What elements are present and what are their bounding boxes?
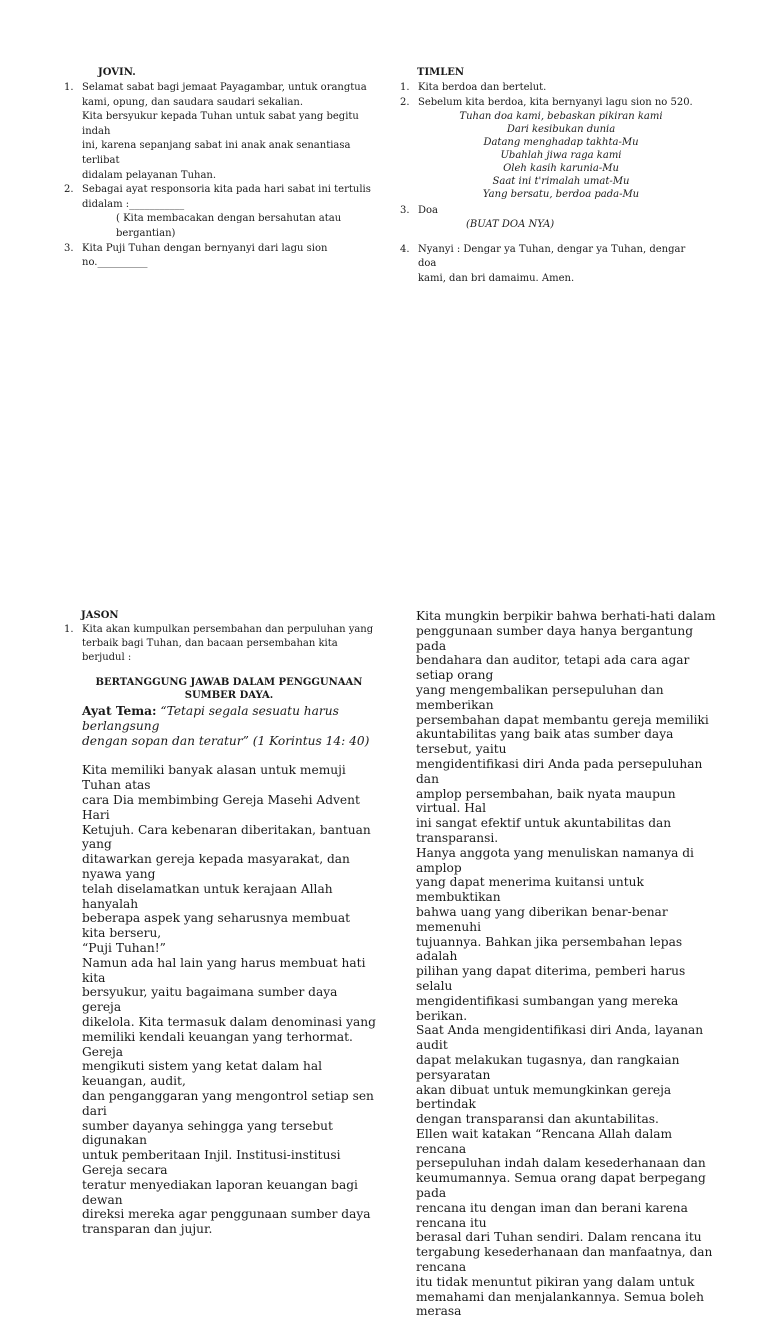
ayat-label: Ayat Tema: <box>82 704 157 718</box>
list-item <box>64 183 374 241</box>
text-line: yang mengembalikan persepuluhan dan memberikan <box>416 682 664 712</box>
item-number: 1. <box>64 82 74 93</box>
text-line: akan dibuat untuk memungkinkan gereja bertindak <box>416 1082 672 1112</box>
text-line: no.__________ <box>82 257 148 269</box>
list-item <box>64 242 374 271</box>
lyric-line: Yang bersatu, berdoa pada-Mu <box>482 188 640 200</box>
jovin-section <box>64 66 374 271</box>
text-line: Kita akan kumpulkan persembahan dan perpuluhan yang <box>82 624 374 635</box>
text-line: tujuannya. Bahkan jika persembahan lepas adalah <box>416 934 683 964</box>
text-line: Namun ada hal lain yang harus membuat hati kita <box>82 955 366 985</box>
text-line: teratur menyediakan laporan keuangan bagi dewan <box>82 1177 358 1207</box>
lyric-line: Dari kesibukan dunia <box>506 124 616 136</box>
text-line: akuntabilitas yang baik atas sumber daya tersebut, yaitu <box>416 727 674 757</box>
jason-body <box>64 763 376 1237</box>
ayat-text: dengan sopan dan teratur” (1 Korintus 14: 40) <box>82 733 370 748</box>
text-line: ini, karena sepanjang sabat ini anak anak senantiasa terlibat <box>82 140 351 166</box>
timlen-heading: TIMLEN <box>417 67 464 78</box>
timlen-list-2 <box>400 204 700 219</box>
text-line: tergabung kesederhanaan dan manfaatnya, dan rencana <box>416 1245 713 1275</box>
doa-note: (BUAT DOA NYA) <box>466 219 555 231</box>
jason-list <box>64 623 376 665</box>
list-item <box>64 623 376 665</box>
item-number: 3. <box>64 242 74 254</box>
text-line: ( Kita membacakan dengan bersahutan atau <box>116 213 342 225</box>
text-line: dan penganggaran yang mengontrol setiap sen dari <box>82 1088 374 1118</box>
text-line: didalam :___________ <box>82 198 185 210</box>
timlen-list <box>400 81 700 110</box>
lyric-line: Saat ini t'rimalah umat-Mu <box>492 175 630 187</box>
list-item <box>64 81 374 183</box>
text-line: Kita bersyukur kepada Tuhan untuk sabat yang begitu indah <box>82 111 359 137</box>
text-line: persepuluhan indah dalam kesederhanaan dan <box>416 1156 706 1171</box>
text-line: bersyukur, yaitu bagaimana sumber daya gereja <box>82 985 338 1015</box>
text-line: mengidentifikasi sumbangan yang mereka berikan. <box>416 993 679 1023</box>
text-line: Ketujuh. Cara kebenaran diberitakan, bantuan yang <box>82 822 371 852</box>
text-line: bendahara dan auditor, tetapi ada cara agar setiap orang <box>416 653 690 683</box>
text-line: sumber dayanya sehingga yang tersebut digunakan <box>82 1118 333 1148</box>
text-line: Ellen wait katakan “Rencana Allah dalam rencana <box>416 1126 673 1156</box>
text-line: mengikuti sistem yang ketat dalam hal keuangan, audit, <box>82 1059 323 1089</box>
text-line: penggunaan sumber daya hanya bergantung pada <box>416 623 694 653</box>
ayat-tema <box>64 704 376 748</box>
jovin-list <box>64 81 374 271</box>
text-line: Saat Anda mengidentifikasi diri Anda, layanan audit <box>416 1023 704 1053</box>
item-number: 4. <box>400 243 410 255</box>
text-line: Sebagai ayat responsoria kita pada hari sabat ini tertulis <box>82 184 371 196</box>
text-line: yang dapat menerima kuitansi untuk membuktikan <box>416 875 644 905</box>
ayat-text: “Tetapi segala sesuatu harus berlangsung <box>82 704 339 733</box>
text-line: itu tidak menuntut pikiran yang dalam untuk <box>416 1274 695 1289</box>
text-line: mengidentifikasi diri Anda pada persepuluhan dan <box>416 756 703 786</box>
timlen-section <box>400 66 700 287</box>
text-line: dikelola. Kita termasuk dalam denominasi yang <box>82 1014 376 1029</box>
text-line: Doa <box>418 204 438 216</box>
right-column-body <box>416 609 716 1319</box>
text-line: transparan dan jujur. <box>82 1222 213 1237</box>
text-line: keumumannya. Semua orang dapat berpegang pada <box>416 1171 706 1201</box>
text-line: untuk pemberitaan Injil. Institusi-institusi Gereja secara <box>82 1148 341 1177</box>
text-line: Kita memiliki banyak alasan untuk memuji Tuhan atas <box>82 763 346 793</box>
text-line: Nyanyi : Dengar ya Tuhan, dengar ya Tuhan, dengar doa <box>418 243 686 270</box>
jovin-heading: JOVIN. <box>98 67 136 78</box>
text-line: direksi mereka agar penggunaan sumber daya <box>82 1207 371 1222</box>
list-item <box>400 204 700 219</box>
text-line: pilihan yang dapat diterima, pemberi harus selalu <box>416 964 686 993</box>
text-line: telah diselamatkan untuk kerajaan Allah hanyalah <box>82 881 333 911</box>
item-number: 2. <box>400 96 410 108</box>
list-item <box>400 81 700 96</box>
text-line: beberapa aspek yang seharusnya membuat kita berseru, <box>82 911 351 941</box>
timlen-list-3 <box>400 243 700 287</box>
item-number: 1. <box>64 624 74 635</box>
text-line: didalam pelayanan Tuhan. <box>82 169 217 181</box>
text-line: Kita Puji Tuhan dengan bernyanyi dari lagu sion <box>82 242 328 254</box>
text-line: Kita mungkin berpikir bahwa berhati-hati dalam <box>416 609 716 623</box>
text-line: bergantian) <box>116 227 176 239</box>
lyric-line: Tuhan doa kami, bebaskan pikiran kami <box>459 111 663 123</box>
text-line: cara Dia membimbing Gereja Masehi Advent Hari <box>82 792 360 822</box>
text-line: ini sangat efektif untuk akuntabilitas dan transparansi. <box>416 816 672 845</box>
text-line: Selamat sabat bagi jemaat Payagambar, untuk orangtua <box>82 82 367 93</box>
lyric-line: Datang menghadap takhta-Mu <box>483 137 639 148</box>
text-line: dengan transparansi dan akuntabilitas. <box>416 1112 659 1127</box>
jason-heading: JASON <box>81 610 119 621</box>
text-line: terbaik bagi Tuhan, dan bacaan persembahan kita berjudul : <box>82 638 338 663</box>
text-line: amplop persembahan, baik nyata maupun virtual. Hal <box>416 786 676 816</box>
item-number: 3. <box>400 204 410 216</box>
text-line: bahwa uang yang diberikan benar-benar memenuhi <box>416 904 668 934</box>
text-line: persembahan dapat membantu gereja memiliki <box>416 712 709 727</box>
text-line: berasal dari Tuhan sendiri. Dalam rencana itu <box>416 1230 702 1245</box>
title-line: SUMBER DAYA. <box>184 690 274 701</box>
text-line: ditawarkan gereja kepada masyarakat, dan nyawa yang <box>82 852 350 881</box>
text-line: dapat melakukan tugasnya, dan rangkaian persyaratan <box>416 1052 680 1082</box>
text-line: memahami dan menjalankannya. Semua boleh merasa <box>416 1289 704 1319</box>
list-item <box>400 243 700 287</box>
text-line: kami, dan bri damaimu. Amen. <box>418 272 575 284</box>
text-line: rencana itu dengan iman dan berani karena rencana itu <box>416 1200 688 1230</box>
lyric-line: Oleh kasih karunia-Mu <box>503 162 619 174</box>
text-line: Kita berdoa dan bertelut. <box>418 82 547 93</box>
offering-title <box>64 676 376 702</box>
title-line: BERTANGGUNG JAWAB DALAM PENGGUNAAN <box>95 677 363 688</box>
list-item <box>400 96 700 111</box>
jason-section <box>64 609 376 1237</box>
item-number: 2. <box>64 184 74 196</box>
text-line: “Puji Tuhan!” <box>82 940 166 955</box>
text-line: memiliki kendali keuangan yang terhormat. Gereja <box>82 1029 353 1059</box>
item-number: 1. <box>400 82 410 93</box>
text-line: kami, opung, dan saudara saudari sekalian. <box>82 96 304 108</box>
text-line: Sebelum kita berdoa, kita bernyanyi lagu sion no 520. <box>418 96 693 108</box>
song-lyrics <box>400 111 704 201</box>
text-line: Hanya anggota yang menuliskan namanya di amplop <box>416 845 694 875</box>
lyric-line: Ubahlah jiwa raga kami <box>500 149 622 161</box>
